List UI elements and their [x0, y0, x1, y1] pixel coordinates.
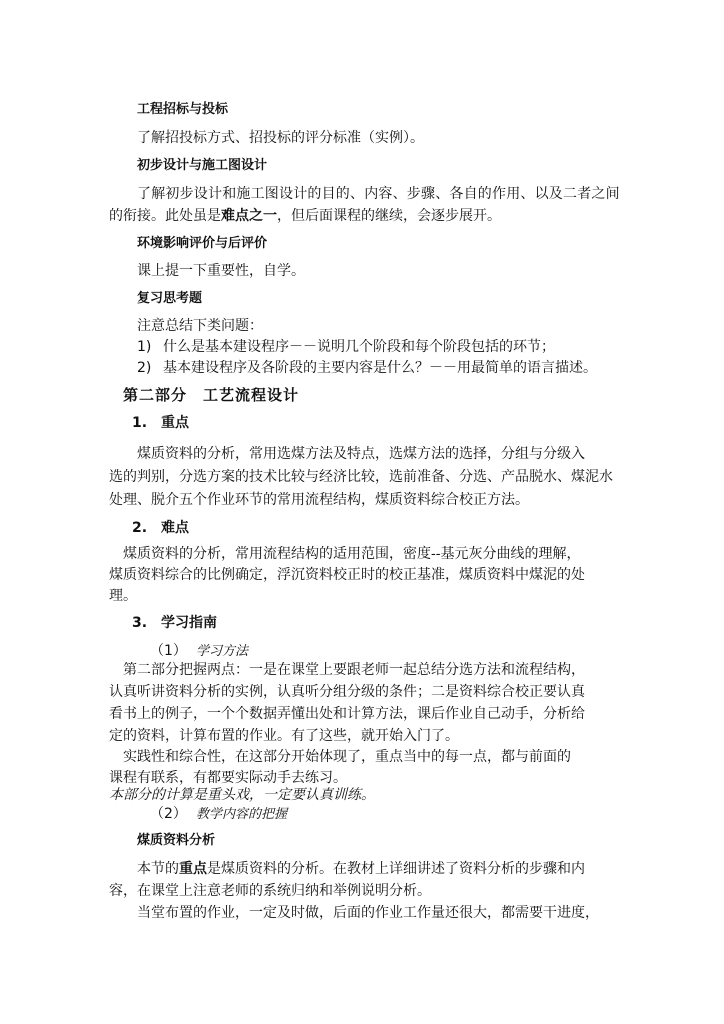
list-item [137, 359, 597, 377]
heading-preliminary-design: 初步设计与施工图设计 [137, 158, 268, 173]
heading-coal-data-analysis: 煤质资料分析 [137, 833, 216, 848]
paragraph-line: 注意总结下类问题： [137, 318, 263, 334]
sub-title: 教学内容的把握 [196, 807, 288, 822]
paragraph-line [137, 860, 585, 878]
list-text: 什么是基本建设程序－－说明几个阶段和每个阶段包括的环节； [163, 339, 555, 355]
paragraph-line: 课上提一下重要性，自学。 [137, 263, 305, 279]
sub-section-heading [150, 805, 287, 824]
text-run: 本节的 [137, 861, 179, 877]
text-run: 是煤质资料的分析。在教材上详细讲述了资料分析的步骤和内 [207, 861, 585, 877]
emphasis-text: 重点 [179, 861, 207, 877]
paragraph-line: 了解初步设计和施工图设计的目的、内容、步骤、各自的作用、以及二者之间 [137, 186, 620, 202]
paragraph-line: 煤质资料综合的比例确定，浮沉资料校正时的校正基准，煤质资料中煤泥的处 [109, 567, 585, 583]
paragraph-line: 煤质资料的分析，常用流程结构的适用范围，密度--基元灰分曲线的理解， [123, 546, 581, 562]
text-run: 的衔接。此处虽是 [109, 208, 221, 224]
list-text: 基本建设程序及各阶段的主要内容是什么？－－用最简单的语言描述。 [163, 360, 597, 376]
paragraph-line: 认真听讲资料分析的实例，认真听分组分级的条件；二是资料综合校正要认真 [109, 684, 585, 700]
sub-number: （2） [150, 806, 187, 822]
paragraph-line: 当堂布置的作业，一定及时做，后面的作业工作量还很大，都需要干进度， [137, 905, 599, 921]
paragraph-line: 了解招投标方式、招投标的评分标准（实例）。 [137, 130, 424, 146]
subheading-study-guide: 3. 学习指南 [132, 615, 218, 631]
sub-section-heading [150, 642, 248, 661]
paragraph-line: 看书上的例子，一个个数据弄懂出处和计算方法，课后作业自己动手，分析给 [109, 706, 585, 722]
sub-title: 学习方法 [196, 644, 249, 659]
heading-environmental-assessment: 环境影响评价与后评价 [137, 236, 268, 251]
list-number: 2) [137, 360, 152, 376]
paragraph-line: 理。 [109, 588, 137, 604]
emphasis-text: 难点之一 [221, 208, 277, 224]
list-item [137, 338, 555, 356]
paragraph-line: 处理、脱介五个作业环节的常用流程结构，煤质资料综合校正方法。 [109, 492, 529, 508]
part-title: 第二部分 工艺流程设计 [123, 386, 300, 404]
paragraph-line: 容，在课堂上注意老师的系统归纳和举例说明分析。 [109, 883, 431, 899]
paragraph-line: 本部分的计算是重头戏，一定要认真训练。 [109, 787, 375, 803]
paragraph-line: 定的资料，计算布置的作业。有了这些，就开始入门了。 [109, 728, 459, 744]
paragraph-line: 选的判别，分选方案的技术比较与经济比较，选前准备、分选、产品脱水、煤泥水 [109, 469, 613, 485]
sub-number: （1） [150, 643, 187, 659]
paragraph-line: 煤质资料的分析，常用选煤方法及特点，选煤方法的选择，分组与分级入 [137, 446, 585, 462]
paragraph-line: 实践性和综合性，在这部分开始体现了，重点当中的每一点，都与前面的 [123, 749, 571, 765]
paragraph-line: 课程有联系，有都要实际动手去练习。 [109, 770, 347, 786]
paragraph-line: 第二部分把握两点：一是在课堂上要跟老师一起总结分选方法和流程结构， [123, 662, 585, 678]
heading-bidding: 工程招标与投标 [137, 102, 229, 117]
text-run: ，但后面课程的继续，会逐步展开。 [277, 208, 501, 224]
subheading-difficulties: 2. 难点 [132, 520, 190, 536]
list-number: 1) [137, 339, 152, 355]
paragraph-line [109, 207, 501, 225]
heading-review-questions: 复习思考题 [137, 291, 203, 306]
subheading-key-points: 1. 重点 [132, 415, 190, 431]
